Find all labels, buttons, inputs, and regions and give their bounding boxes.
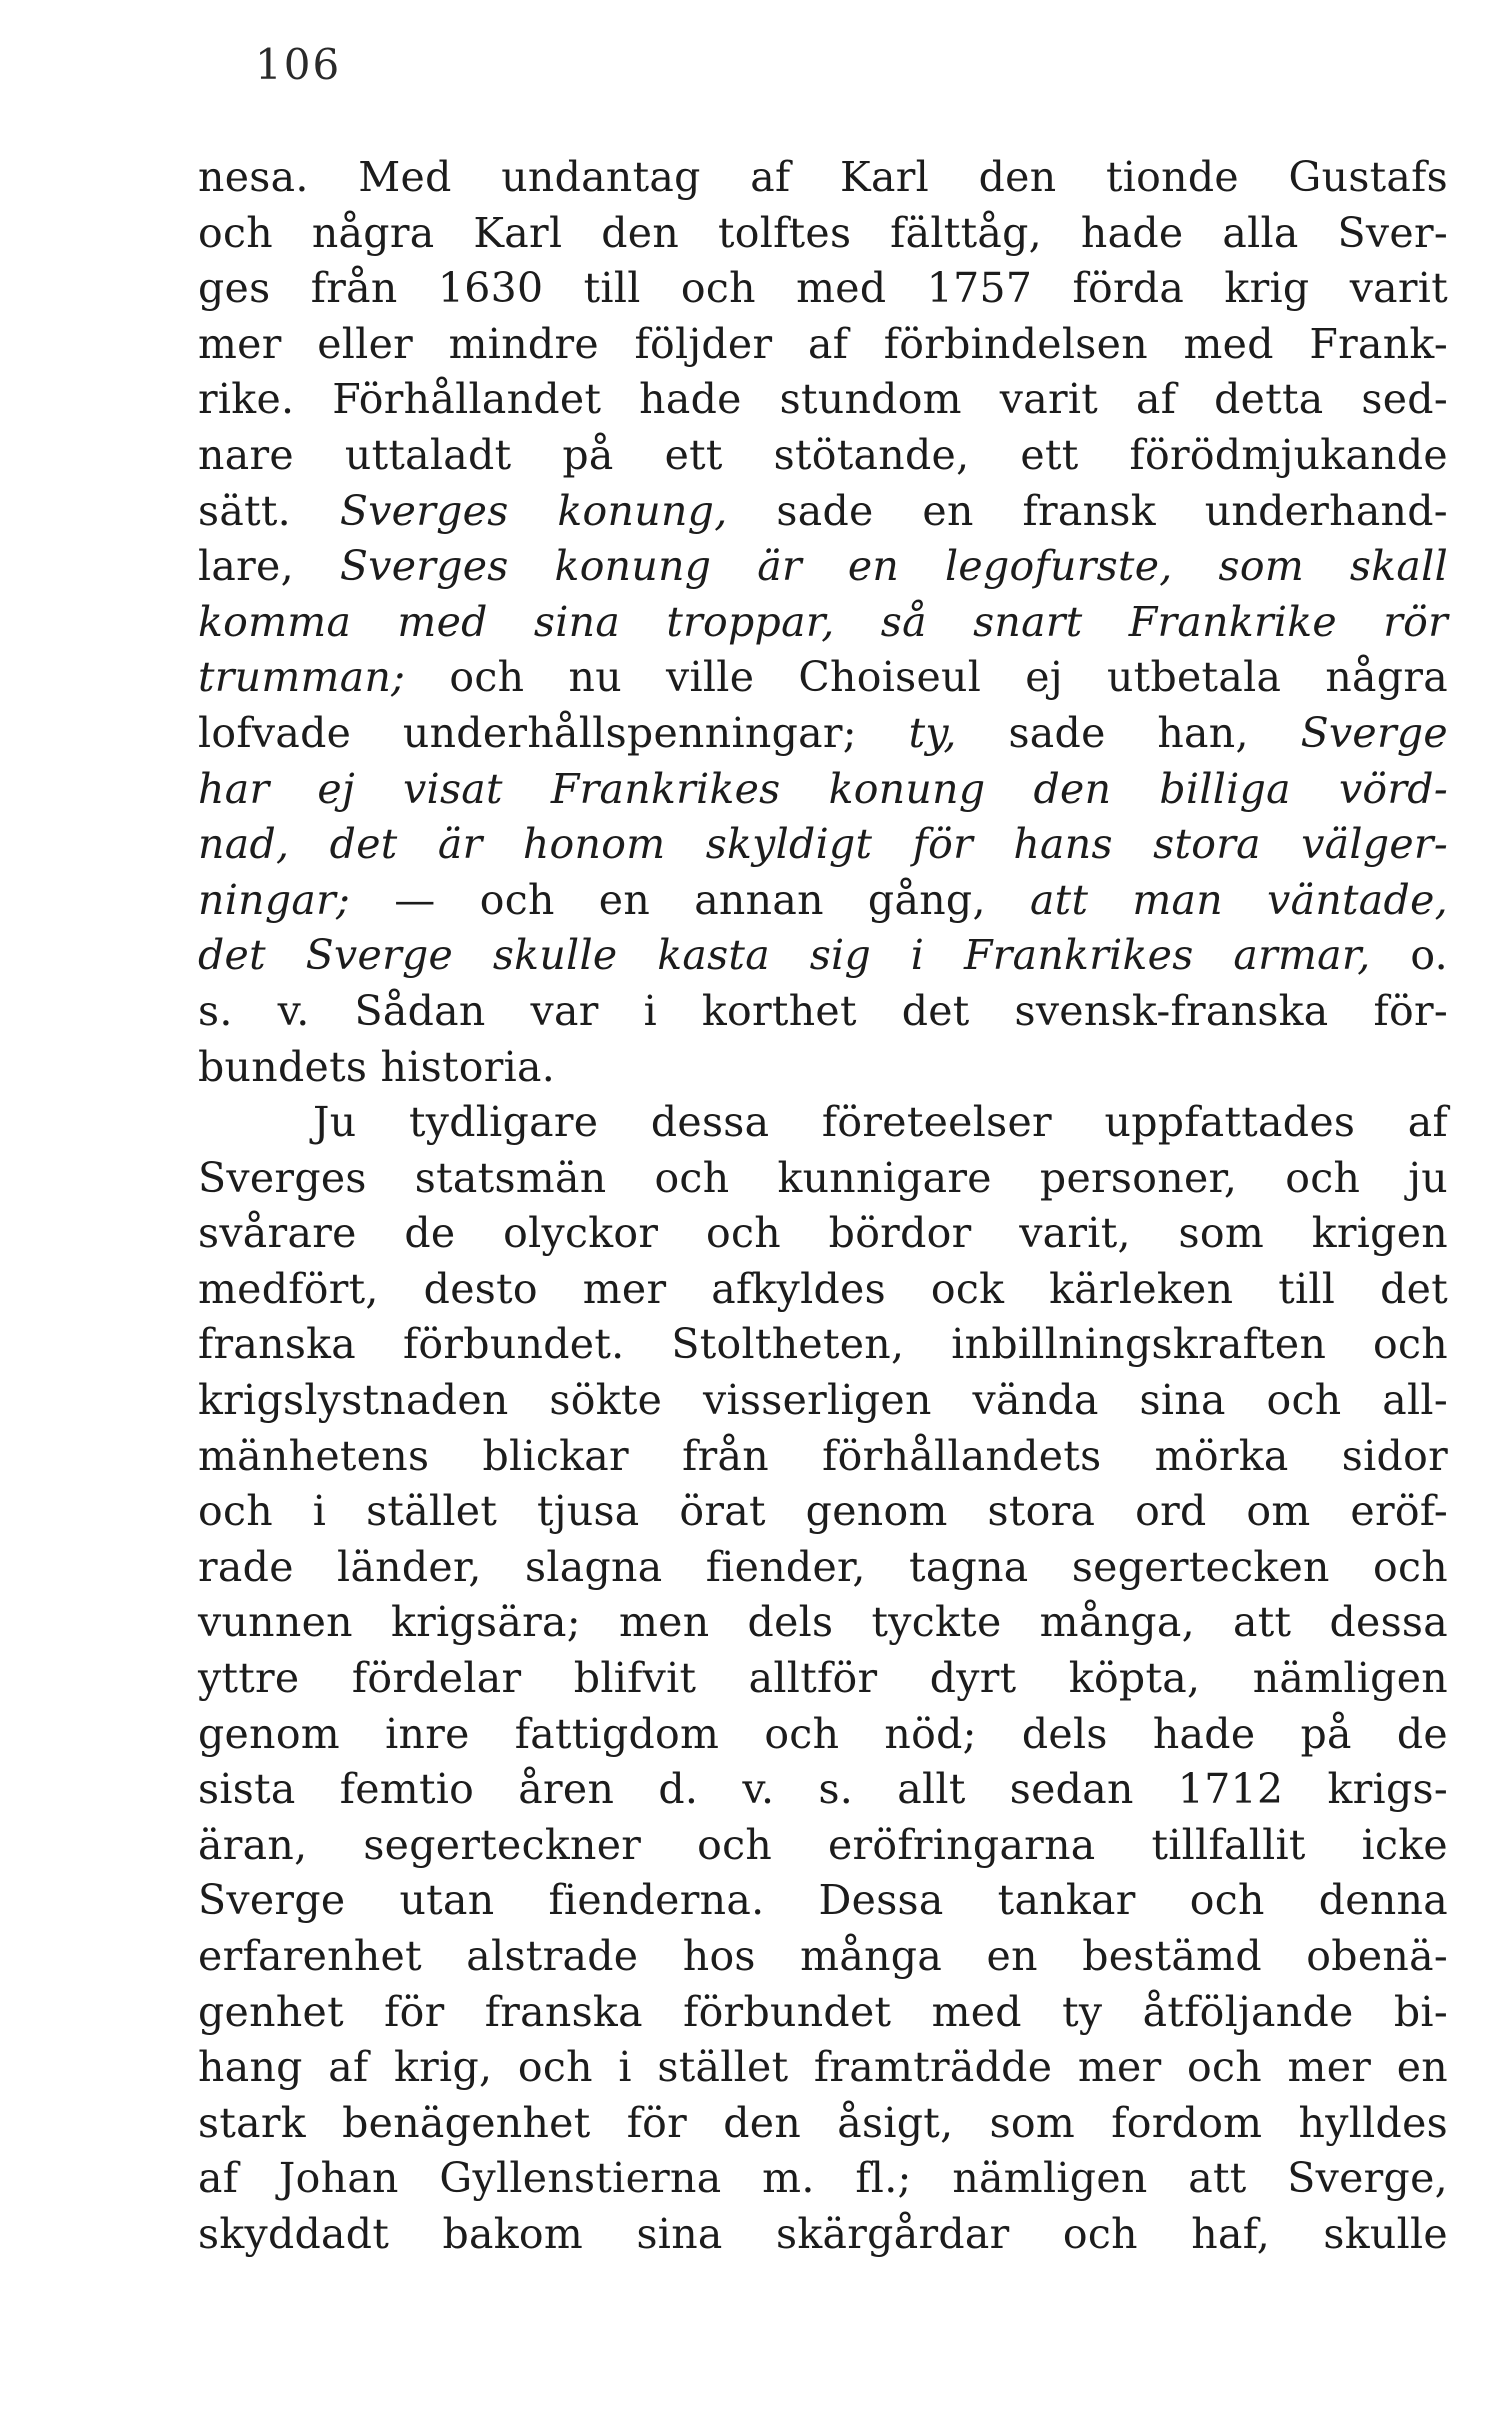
text-segment: ges från 1630 till och med 1757 förda krig varit [198, 264, 1448, 313]
text-line [198, 1373, 1448, 1429]
text-segment: sade en fransk underhand- [727, 486, 1448, 535]
text-line [198, 484, 1448, 540]
text-segment: medfört, desto mer afkyldes ock kärleken till det [198, 1264, 1448, 1313]
text-segment: mänhetens blickar från förhållandets mörka sidor [198, 1431, 1448, 1480]
text-segment: s. v. Sådan var i korthet det svensk-franska för- [198, 986, 1448, 1035]
italic-text-segment: nad, det är honom skyldigt för hans stora välger- [198, 820, 1448, 869]
text-line [198, 2151, 1448, 2207]
text-line [198, 1206, 1448, 1262]
text-segment: o. [1370, 931, 1448, 980]
text-segment: rade länder, slagna fiender, tagna segertecken och [198, 1542, 1448, 1591]
text-segment: sätt. [198, 486, 340, 535]
text-line [198, 2040, 1448, 2096]
text-segment: skyddadt bakom sina skärgårdar och haf, skulle [198, 2209, 1448, 2258]
text-segment: äran, segerteckner och eröfringarna tillfallit icke [198, 1820, 1448, 1869]
text-line [198, 1762, 1448, 1818]
italic-text-segment: att man väntade, [1029, 875, 1448, 924]
text-line [198, 2096, 1448, 2152]
text-line [198, 428, 1448, 484]
body-text [198, 150, 1448, 2263]
text-segment: franska förbundet. Stoltheten, inbillningskraften och [198, 1320, 1448, 1369]
text-segment: mer eller mindre följder af förbindelsen med Frank- [198, 319, 1448, 368]
text-line [198, 1317, 1448, 1373]
text-line [198, 1985, 1448, 2041]
text-line [198, 1484, 1448, 1540]
text-segment: genhet för franska förbundet med ty åtföljande bi- [198, 1987, 1448, 2036]
text-segment: och nu ville Choiseul ej utbetala några [405, 653, 1448, 702]
text-line [198, 1873, 1448, 1929]
text-segment: svårare de olyckor och bördor varit, som krigen [198, 1209, 1448, 1258]
text-segment: sista femtio åren d. v. s. allt sedan 1712 krigs- [198, 1765, 1448, 1814]
italic-text-segment: Sverges konung, [339, 486, 728, 535]
text-segment: sade han, [956, 708, 1301, 757]
text-segment: och i stället tjusa örat genom stora ord om eröf- [198, 1487, 1448, 1536]
italic-text-segment: Sverges konung är en legofurste, som skall [339, 542, 1448, 591]
page-number: 106 [255, 40, 342, 89]
text-segment: bundets historia. [198, 1042, 556, 1091]
italic-text-segment: komma med sina troppar, så snart Frankrike rör [198, 597, 1448, 646]
text-line [198, 1540, 1448, 1596]
text-line [198, 150, 1448, 206]
text-line [198, 928, 1448, 984]
italic-text-segment: ningar; [198, 875, 351, 924]
text-segment: stark benägenhet för den åsigt, som fordom hylldes [198, 2098, 1448, 2147]
text-segment: nare uttaladt på ett stötande, ett förödmjukande [198, 430, 1448, 479]
text-line [198, 1040, 1448, 1096]
text-line [198, 261, 1448, 317]
text-line [198, 595, 1448, 651]
text-line [198, 1429, 1448, 1485]
text-line [198, 1151, 1448, 1207]
text-segment: — och en annan gång, [350, 875, 1030, 924]
text-segment: rike. Förhållandet hade stundom varit af detta sed- [198, 375, 1448, 424]
text-segment: lare, [198, 542, 340, 591]
text-line [198, 1707, 1448, 1763]
text-line [198, 984, 1448, 1040]
italic-text-segment: det Sverge skulle kasta sig i Frankrikes armar, [198, 931, 1371, 980]
text-line [198, 1095, 1448, 1151]
text-line [198, 706, 1448, 762]
text-line [198, 1651, 1448, 1707]
text-line [198, 2207, 1448, 2263]
text-segment: nesa. Med undantag af Karl den tionde Gustafs [198, 153, 1448, 201]
text-segment: af Johan Gyllenstierna m. fl.; nämligen att Sverge, [198, 2154, 1448, 2203]
text-segment: krigslystnaden sökte visserligen vända sina och all- [198, 1376, 1448, 1425]
italic-text-segment: trumman; [198, 653, 406, 702]
text-line [198, 817, 1448, 873]
text-segment: Sverges statsmän och kunnigare personer, och ju [198, 1153, 1448, 1202]
text-line [198, 1929, 1448, 1985]
text-line [198, 762, 1448, 818]
text-line [198, 1595, 1448, 1651]
text-segment: vunnen krigsära; men dels tyckte många, att dessa [198, 1598, 1448, 1647]
text-segment: erfarenhet alstrade hos många en bestämd obenä- [198, 1932, 1448, 1980]
text-segment: genom inre fattigdom och nöd; dels hade på de [198, 1709, 1448, 1758]
italic-text-segment: har ej visat Frankrikes konung den billiga vörd- [198, 764, 1448, 813]
text-line [198, 206, 1448, 262]
text-line [198, 539, 1448, 595]
text-segment: Sverge utan fienderna. Dessa tankar och denna [198, 1876, 1448, 1925]
text-segment: yttre fördelar blifvit alltför dyrt köpta, nämligen [198, 1654, 1448, 1703]
text-segment: lofvade underhållspenningar; [198, 708, 909, 757]
italic-text-segment: Sverge [1300, 708, 1448, 757]
text-line [198, 873, 1448, 929]
text-segment: Ju tydligare dessa företeelser uppfattades af [313, 1098, 1448, 1147]
text-line [198, 1262, 1448, 1318]
text-line [198, 317, 1448, 373]
italic-text-segment: ty, [908, 708, 957, 757]
text-segment: och några Karl den tolftes fälttåg, hade alla Sver- [198, 208, 1448, 257]
text-line [198, 1818, 1448, 1874]
text-line [198, 650, 1448, 706]
text-segment: hang af krig, och i stället framträdde mer och mer en [198, 2043, 1448, 2092]
text-line [198, 372, 1448, 428]
